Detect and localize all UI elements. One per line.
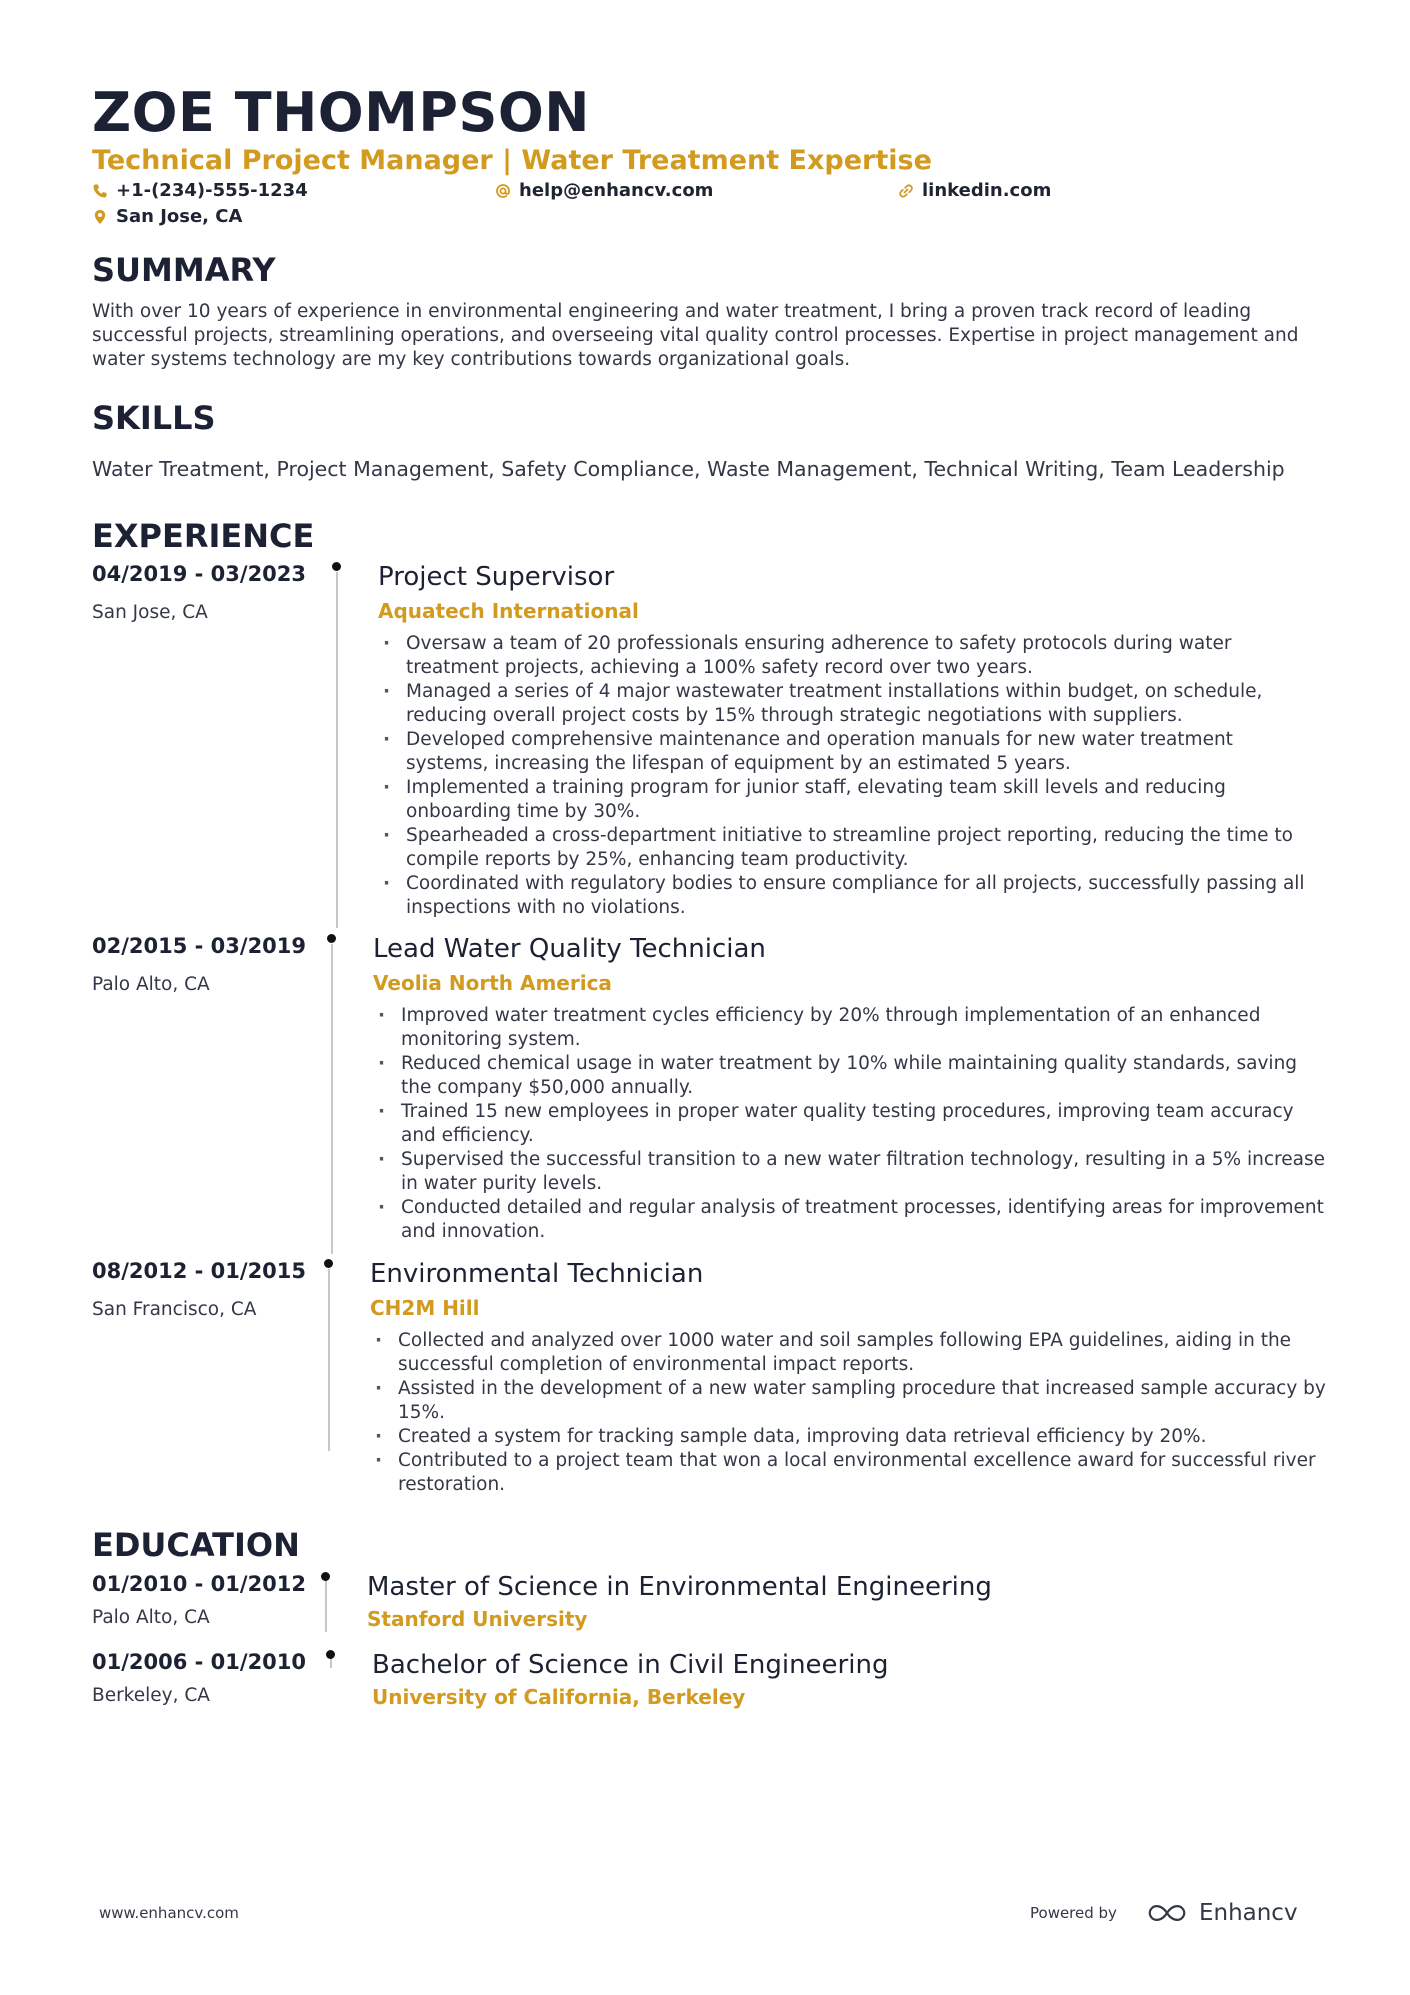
bullet-item: · Oversaw a team of 20 professionals ensuring adherence to safety protocols during water treatment projects, achieving a 100% safety record over two years. xyxy=(381,632,1321,680)
experience-location: San Jose, CA xyxy=(92,602,208,623)
summary-heading: SUMMARY xyxy=(92,251,276,289)
timeline-line xyxy=(328,1269,330,1451)
bullet-item: · Implemented a training program for junior staff, elevating team skill levels and reducing onboarding time by 30%. xyxy=(381,776,1321,824)
experience-dates: 08/2012 - 01/2015 xyxy=(92,1259,307,1283)
experience-location: Palo Alto, CA xyxy=(92,974,210,995)
bullet-item: · Supervised the successful transition to a new water filtration technology, resulting in a 5% increase in water purity levels. xyxy=(376,1148,1326,1196)
bullet-item: · Spearheaded a cross-department initiative to streamline project reporting, reducing the time to compile reports by 25%, enhancing team productivity. xyxy=(381,824,1321,872)
education-location: Palo Alto, CA xyxy=(92,1607,210,1628)
experience-company: CH2M Hill xyxy=(370,1296,480,1320)
education-school: University of California, Berkeley xyxy=(372,1685,746,1709)
link-icon xyxy=(898,183,914,199)
education-dates: 01/2006 - 01/2010 xyxy=(92,1650,307,1674)
education-dates: 01/2010 - 01/2012 xyxy=(92,1572,307,1596)
timeline-line xyxy=(330,1658,332,1668)
education-location: Berkeley, CA xyxy=(92,1685,210,1706)
timeline-line xyxy=(325,1580,327,1632)
bullet-item: · Collected and analyzed over 1000 water and soil samples following EPA guidelines, aiding in the successful completion of environmental impact reports. xyxy=(373,1329,1328,1377)
bullet-item: · Coordinated with regulatory bodies to ensure compliance for all projects, successfully passing all inspections with no violations. xyxy=(381,872,1321,920)
at-sign-icon xyxy=(495,183,511,199)
skills-text: Water Treatment, Project Management, Safety Compliance, Waste Management, Technical Writing, Team Leadership xyxy=(92,457,1285,481)
powered-by-label: Powered by xyxy=(1030,1904,1117,1922)
experience-company: Aquatech International xyxy=(378,599,639,623)
bullet-item: · Created a system for tracking sample data, improving data retrieval efficiency by 20%. xyxy=(373,1425,1328,1449)
timeline-dot xyxy=(324,1259,333,1268)
timeline-line xyxy=(331,944,333,1254)
experience-bullets xyxy=(373,1329,1328,1497)
bullet-item: · Improved water treatment cycles efficiency by 20% through implementation of an enhanced monitoring system. xyxy=(376,1004,1326,1052)
phone-text[interactable]: +1-(234)-555-1234 xyxy=(116,180,308,201)
bullet-item: · Conducted detailed and regular analysis of treatment processes, identifying areas for improvement and innovation. xyxy=(376,1196,1326,1244)
education-heading: EDUCATION xyxy=(92,1526,300,1564)
experience-dates: 02/2015 - 03/2019 xyxy=(92,934,307,958)
brand-logo[interactable] xyxy=(1143,1900,1298,1926)
experience-role: Project Supervisor xyxy=(378,562,615,592)
candidate-title: Technical Project Manager | Water Treatment Expertise xyxy=(92,145,932,176)
contact-email xyxy=(495,179,713,203)
summary-text: With over 10 years of experience in environmental engineering and water treatment, I bring a proven track record of leading successful projects, streamlining operations, and overseeing vital quality control processes. Expertise in project management and water systems technology are my key contributions towards organizational goals. xyxy=(92,301,1299,370)
brand-name: Enhancv xyxy=(1198,1900,1298,1926)
bullet-item: · Contributed to a project team that won a local environmental excellence award for successful river restoration. xyxy=(373,1449,1328,1497)
education-school: Stanford University xyxy=(367,1607,588,1631)
bullet-item: · Reduced chemical usage in water treatment by 10% while maintaining quality standards, saving the company $50,000 annually. xyxy=(376,1052,1326,1100)
bullet-item: · Assisted in the development of a new water sampling procedure that increased sample accuracy by 15%. xyxy=(373,1377,1328,1425)
experience-role: Environmental Technician xyxy=(370,1259,704,1289)
linkedin-text[interactable]: linkedin.com xyxy=(922,180,1052,201)
email-text[interactable]: help@enhancv.com xyxy=(519,180,714,201)
experience-heading: EXPERIENCE xyxy=(92,517,315,555)
timeline-dot xyxy=(332,562,341,571)
location-text: San Jose, CA xyxy=(116,206,243,227)
education-degree: Bachelor of Science in Civil Engineering xyxy=(372,1650,889,1680)
contact-location xyxy=(92,205,242,229)
contact-linkedin xyxy=(898,179,1051,203)
timeline-dot xyxy=(327,934,336,943)
phone-icon xyxy=(92,183,108,199)
experience-dates: 04/2019 - 03/2023 xyxy=(92,562,307,586)
footer-website[interactable]: www.enhancv.com xyxy=(99,1904,239,1922)
experience-role: Lead Water Quality Technician xyxy=(373,934,766,964)
enhancv-logo-icon xyxy=(1143,1901,1191,1925)
timeline-line xyxy=(336,572,338,928)
experience-location: San Francisco, CA xyxy=(92,1299,257,1320)
experience-bullets xyxy=(381,632,1321,920)
bullet-item: · Trained 15 new employees in proper water quality testing procedures, improving team accuracy and efficiency. xyxy=(376,1100,1326,1148)
location-pin-icon xyxy=(92,209,108,225)
experience-company: Veolia North America xyxy=(373,971,612,995)
contact-phone xyxy=(92,179,308,203)
bullet-item: · Managed a series of 4 major wastewater treatment installations within budget, on schedule, reducing overall project costs by 15% through strategic negotiations with suppliers. xyxy=(381,680,1321,728)
candidate-name: ZOE THOMPSON xyxy=(92,81,590,144)
education-degree: Master of Science in Environmental Engineering xyxy=(367,1572,992,1602)
timeline-dot xyxy=(326,1650,335,1659)
experience-bullets xyxy=(376,1004,1326,1244)
footer-branding xyxy=(1030,1900,1298,1926)
bullet-item: · Developed comprehensive maintenance and operation manuals for new water treatment systems, increasing the lifespan of equipment by an estimated 5 years. xyxy=(381,728,1321,776)
timeline-dot xyxy=(321,1572,330,1581)
skills-heading: SKILLS xyxy=(92,399,216,437)
